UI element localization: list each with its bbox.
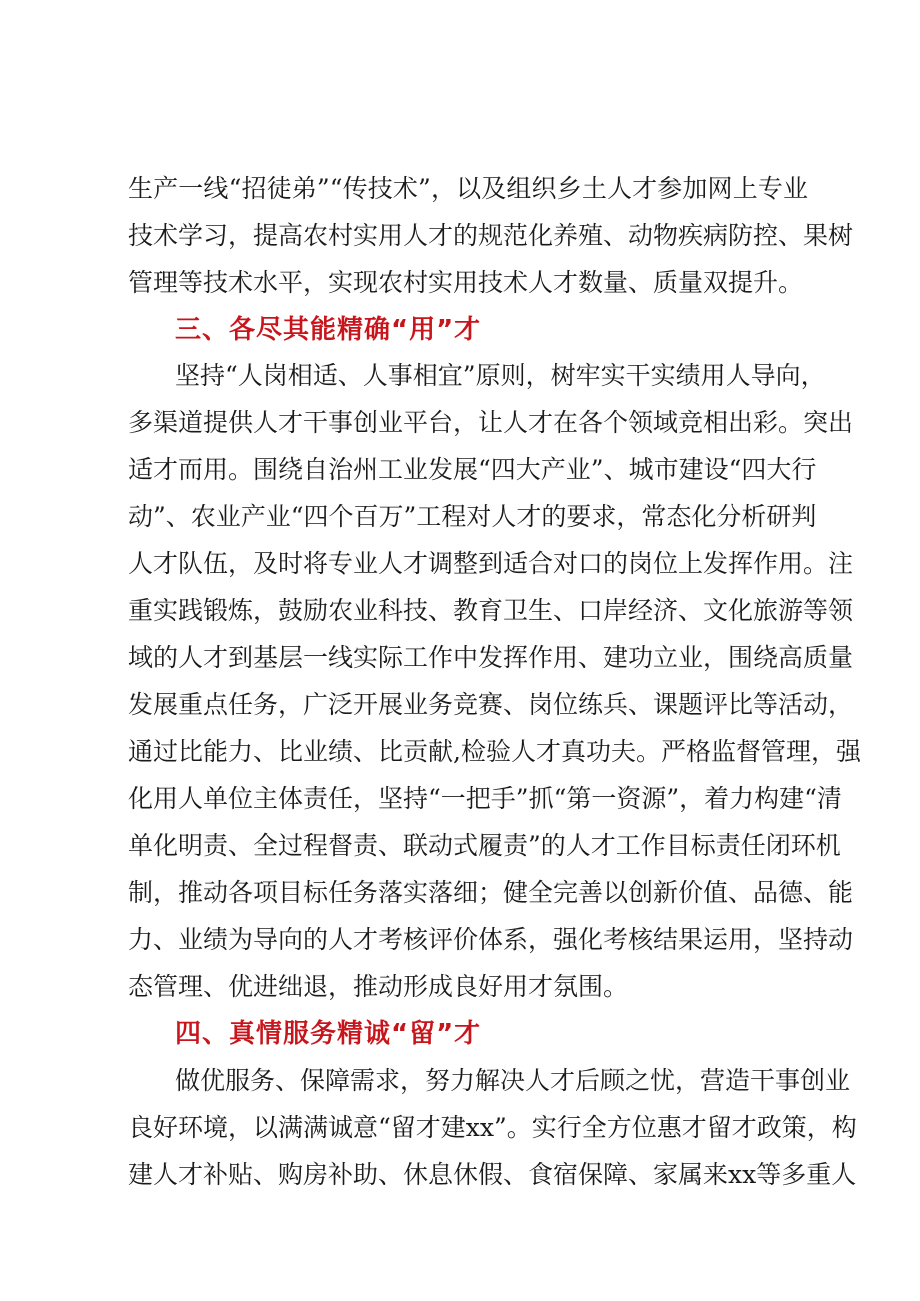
section-heading: 三、各尽其能精确“用”才 [175, 315, 482, 345]
paragraph-line: 管理等技术水平，实现农村实用技术人才数量、质量双提升。 [128, 268, 804, 297]
paragraph-line: 坚持“人岗相适、人事相宜”原则，树牢实干实绩用人导向， [175, 361, 826, 390]
paragraph-line: 通过比能力、比业绩、比贡献,检验人才真功夫。严格监督管理，强 [128, 737, 861, 766]
paragraph-line: 做优服务、保障需求，努力解决人才后顾之忧，营造干事创业 [175, 1066, 851, 1095]
paragraph-line: 建人才补贴、购房补助、休息休假、食宿保障、家属来xx等多重人 [128, 1160, 857, 1189]
paragraph-line: 动”、农业产业“四个百万”工程对人才的要求，常态化分析研判 [128, 502, 817, 531]
paragraph-line: 制，推动各项目标任务落实落细；健全完善以创新价值、品德、能 [128, 878, 854, 907]
paragraph-line: 良好环境，以满满诚意“留才建xx”。实行全方位惠才留才政策，构 [128, 1113, 857, 1142]
paragraph-line: 重实践锻炼，鼓励农业科技、教育卫生、口岸经济、文化旅游等领 [128, 596, 854, 625]
section-heading: 四、真情服务精诚“留”才 [175, 1019, 482, 1049]
paragraph-line: 化用人单位主体责任，坚持“一把手”抓“第一资源”，着力构建“清 [128, 784, 842, 813]
paragraph-line: 单化明责、全过程督责、联动式履责”的人才工作目标责任闭环机 [128, 831, 841, 860]
paragraph-line: 态管理、优进绌退，推动形成良好用才氛围。 [128, 972, 629, 1001]
paragraph-line: 生产一线“招徒弟”“传技术”，以及组织乡土人才参加网上专业 [128, 174, 808, 203]
paragraph-line: 域的人才到基层一线实际工作中发挥作用、建功立业，围绕高质量 [128, 643, 854, 672]
paragraph-line: 发展重点任务，广泛开展业务竞赛、岗位练兵、课题评比等活动， [128, 690, 854, 719]
paragraph-line: 多渠道提供人才干事创业平台，让人才在各个领域竞相出彩。突出 [128, 408, 854, 437]
paragraph-line: 技术学习，提高农村实用人才的规范化养殖、动物疾病防控、果树 [128, 221, 854, 250]
paragraph-line: 力、业绩为导向的人才考核评价体系，强化考核结果运用，坚持动 [128, 925, 854, 954]
paragraph-line: 人才队伍，及时将专业人才调整到适合对口的岗位上发挥作用。注 [128, 549, 854, 578]
paragraph-line: 适才而用。围绕自治州工业发展“四大产业”、城市建设“四大行 [128, 455, 817, 484]
